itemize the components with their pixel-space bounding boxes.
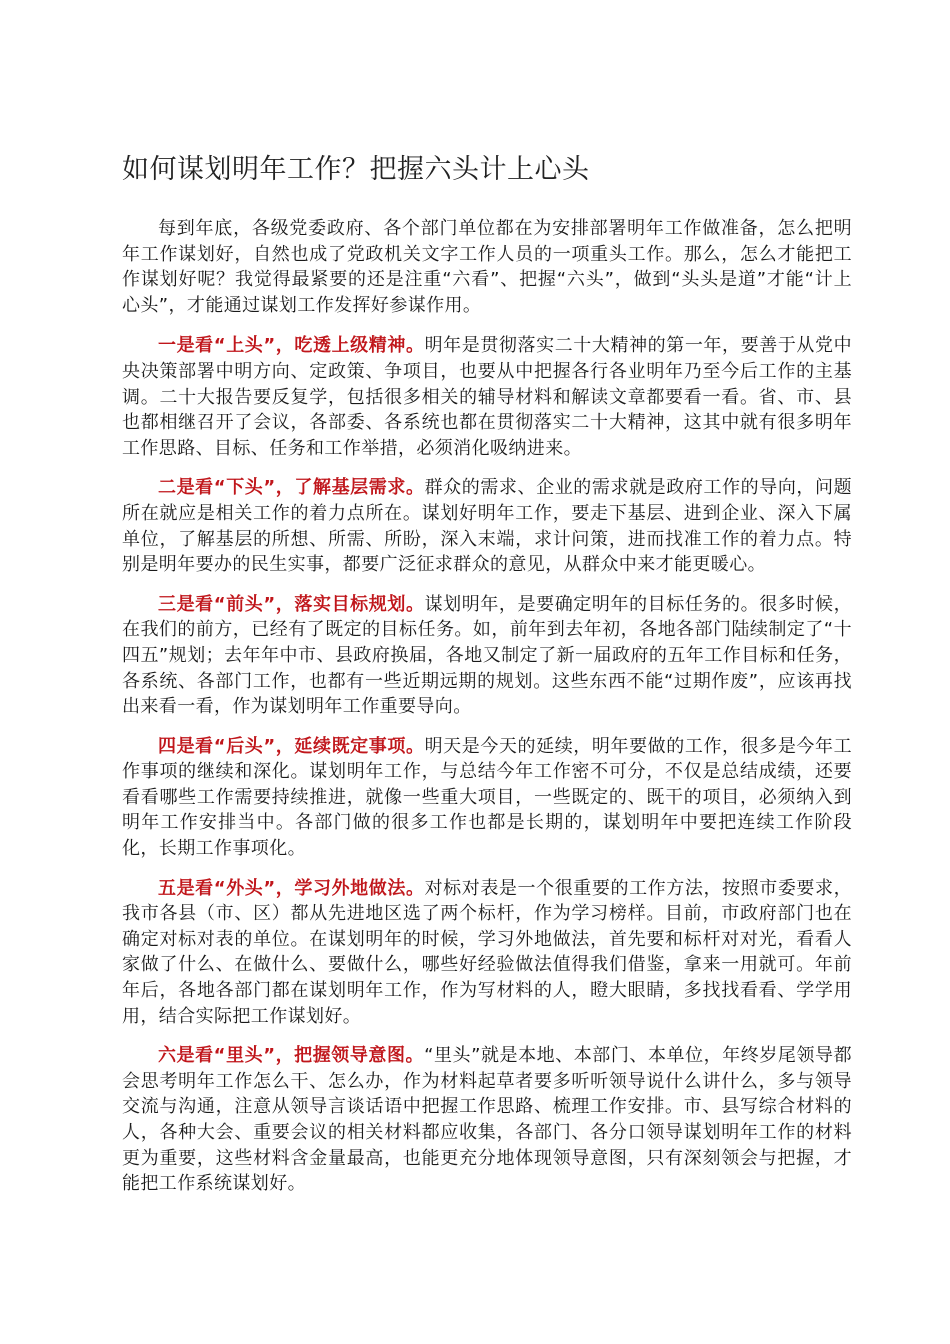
section-heading-6: 六是看“里头”，把握领导意图。 (158, 1045, 425, 1067)
section-heading-5: 五是看“外头”，学习外地做法。 (158, 877, 425, 899)
section-heading-4: 四是看“后头”，延续既定事项。 (158, 735, 425, 757)
section-paragraph-6 (122, 1043, 852, 1197)
section-body-4: 明天是今天的延续，明年要做的工作，很多是今年工作事项的继续和深化。谋划明年工作，与总结今年工作密不可分，不仅是总结成绩，还要看看哪些工作需要持续推进，就像一些重大项目，一些既定的、既干的项目，必须纳入到明年工作安排当中。各部门做的很多工作也都是长期的，谋划明年中要把连续工作阶段化，长期工作事项化。 (122, 735, 852, 860)
section-body-3: 谋划明年，是要确定明年的目标任务的。很多时候，在我们的前方，已经有了既定的目标任务。如，前年到去年初，各地各部门陆续制定了“十四五”规划；去年年中市、县政府换届，各地又制定了新一届政府的五年工作目标和任务，各系统、各部门工作，也都有一些近期远期的规划。这些东西不能“过期作废”，应该再找出来看一看，作为谋划明年工作重要导向。 (122, 593, 852, 718)
intro-paragraph: 每到年底，各级党委政府、各个部门单位都在为安排部署明年工作做准备，怎么把明年工作谋划好，自然也成了党政机关文字工作人员的一项重头工作。那么，怎么才能把工作谋划好呢？我觉得最紧要的还是注重“六看”、把握“六头”，做到“头头是道”才能“计上心头”，才能通过谋划工作发挥好参谋作用。 (122, 218, 852, 316)
document-title: 如何谋划明年工作？把握六头计上心头 (122, 154, 590, 185)
section-paragraph-1 (122, 333, 852, 461)
section-heading-3: 三是看“前头”，落实目标规划。 (158, 593, 425, 615)
section-heading-1: 一是看“上头”，吃透上级精神。 (158, 335, 425, 357)
document-page (122, 150, 852, 1211)
section-heading-2: 二是看“下头”，了解基层需求。 (158, 477, 425, 499)
section-paragraph-3 (122, 592, 852, 720)
section-body-5: 对标对表是一个很重要的工作方法，按照市委要求，我市各县（市、区）都从先进地区选了两个标杆，作为学习榜样。目前，市政府部门也在确定对标对表的单位。在谋划明年的时候，学习外地做法，首先要和标杆对对光，看看人家做了什么、在做什么、要做什么，哪些好经验做法值得我们借鉴，拿来一用就可。年前年后，各地各部门都在谋划明年工作，作为写材料的人，瞪大眼睛，多找找看看、学学用用，结合实际把工作谋划好。 (122, 877, 852, 1027)
section-body-1: 明年是贯彻落实二十大精神的第一年，要善于从党中央决策部署中明方向、定政策、争项目，也要从中把握各行各业明年乃至今后工作的主基调。二十大报告要反复学，包括很多相关的辅导材料和解读文章都要看一看。省、市、县也都相继召开了会议，各部委、各系统也都在贯彻落实二十大精神，这其中就有很多明年工作思路、目标、任务和工作举措，必须消化吸纳进来。 (122, 335, 852, 459)
section-paragraph-5 (122, 876, 852, 1030)
section-body-6: “里头”就是本地、本部门、本单位，年终岁尾领导都会思考明年工作怎么干、怎么办，作为材料起草者要多听听领导说什么讲什么，多与领导交流与沟通，注意从领导言谈话语中把握工作思路、梳理工作安排。市、县写综合材料的人，各种大会、重要会议的相关材料都应收集，各部门、各分口领导谋划明年工作的材料更为重要，这些材料含金量最高，也能更充分地体现领导意图，只有深刻领会与把握，才能把工作系统谋划好。 (122, 1045, 852, 1195)
section-paragraph-4 (122, 734, 852, 862)
section-paragraph-2 (122, 475, 852, 577)
section-body-2: 群众的需求、企业的需求就是政府工作的导向，问题所在就应是相关工作的着力点所在。谋划好明年工作，要走下基层、进到企业、深入下属单位，了解基层的所想、所需、所盼，深入末端，求计问策，进而找准工作的着力点。特别是明年要办的民生实事，都要广泛征求群众的意见，从群众中来才能更暖心。 (122, 477, 852, 576)
